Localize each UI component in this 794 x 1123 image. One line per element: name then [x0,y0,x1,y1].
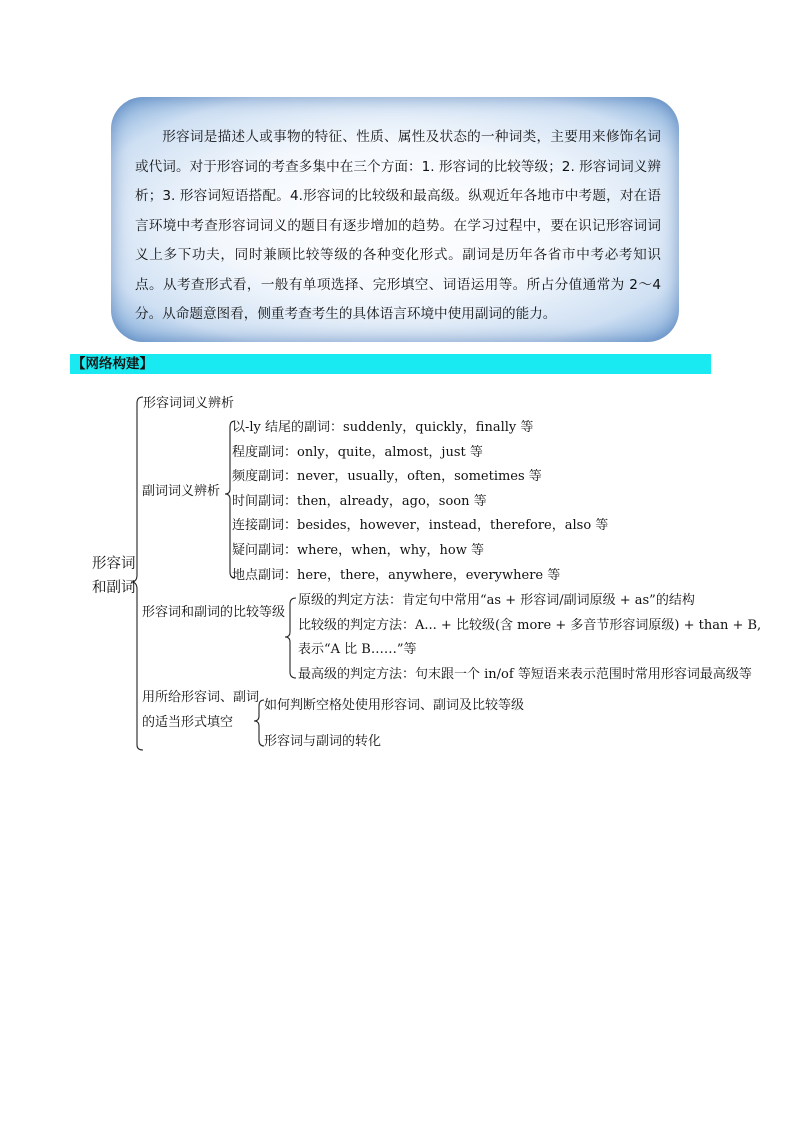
adv-item-ly: 以-ly 结尾的副词：suddenly，quickly，finally 等 [232,420,534,435]
comparison-comparative-meaning: 表示“A 比 B……”等 [298,642,417,657]
adv-meaning-label: 副词词义辨析 [142,484,221,499]
fill-item-conversion: 形容词与副词的转化 [264,734,382,749]
adv-item-degree: 程度副词：only，quite，almost，just 等 [232,445,483,460]
comparison-positive: 原级的判定方法：肯定句中常用“as + 形容词/副词原级 + as”的结构 [298,593,695,608]
adv-item-interrogative: 疑问副词：where，when，why，how 等 [232,543,484,558]
adj-meaning-label: 形容词词义辨析 [143,396,235,411]
root-line-1: 形容词 [92,556,136,572]
fill-label-line-1: 用所给形容词、副词 [142,690,260,705]
adv-item-time: 时间副词：then，already，ago，soon 等 [232,494,487,509]
fill-label-line-2: 的适当形式填空 [142,715,234,730]
intro-text: 形容词是描述人或事物的特征、性质、属性及状态的一种词类，主要用来修饰名词或代词。对于形容词的考查多集中在三个方面：1. 形容词的比较等级；2. 形容词词义辨析；3. 形容词短语搭配。4.形容词的比较级和最高级。纵观近年各地市中考题，对在语言环境中考查形容词词义的题目有逐步增加的趋势。在学习过程中，要在识记形容词词义上多下功夫，同时兼顾比较等级的各种变化形式。副词是历年各省市中考必考知识点。从考查形式看，一般有单项选择、完形填空、词语运用等。所占分值通常为 2～4 分。从命题意图看，侧重考查考生的具体语言环境中使用副词的能力。 [135,129,661,322]
adv-item-frequency: 频度副词：never，usually，often，sometimes 等 [232,469,542,484]
section-title: 【网络构建】 [72,356,153,372]
root-line-2: 和副词 [92,580,136,596]
comparison-superlative: 最高级的判定方法：句末跟一个 in/of 等短语来表示范围时常用形容词最高级等 [298,667,752,682]
adv-item-place: 地点副词：here，there，anywhere，everywhere 等 [232,568,561,583]
adv-item-conjunctive: 连接副词：besides，however，instead，therefore，also 等 [232,518,609,533]
fill-item-judge: 如何判断空格处使用形容词、副词及比较等级 [264,698,525,713]
comparison-label: 形容词和副词的比较等级 [142,605,286,620]
comparison-comparative: 比较级的判定方法：A... + 比较级(含 more + 多音节形容词原级) + than + B, [298,618,762,633]
